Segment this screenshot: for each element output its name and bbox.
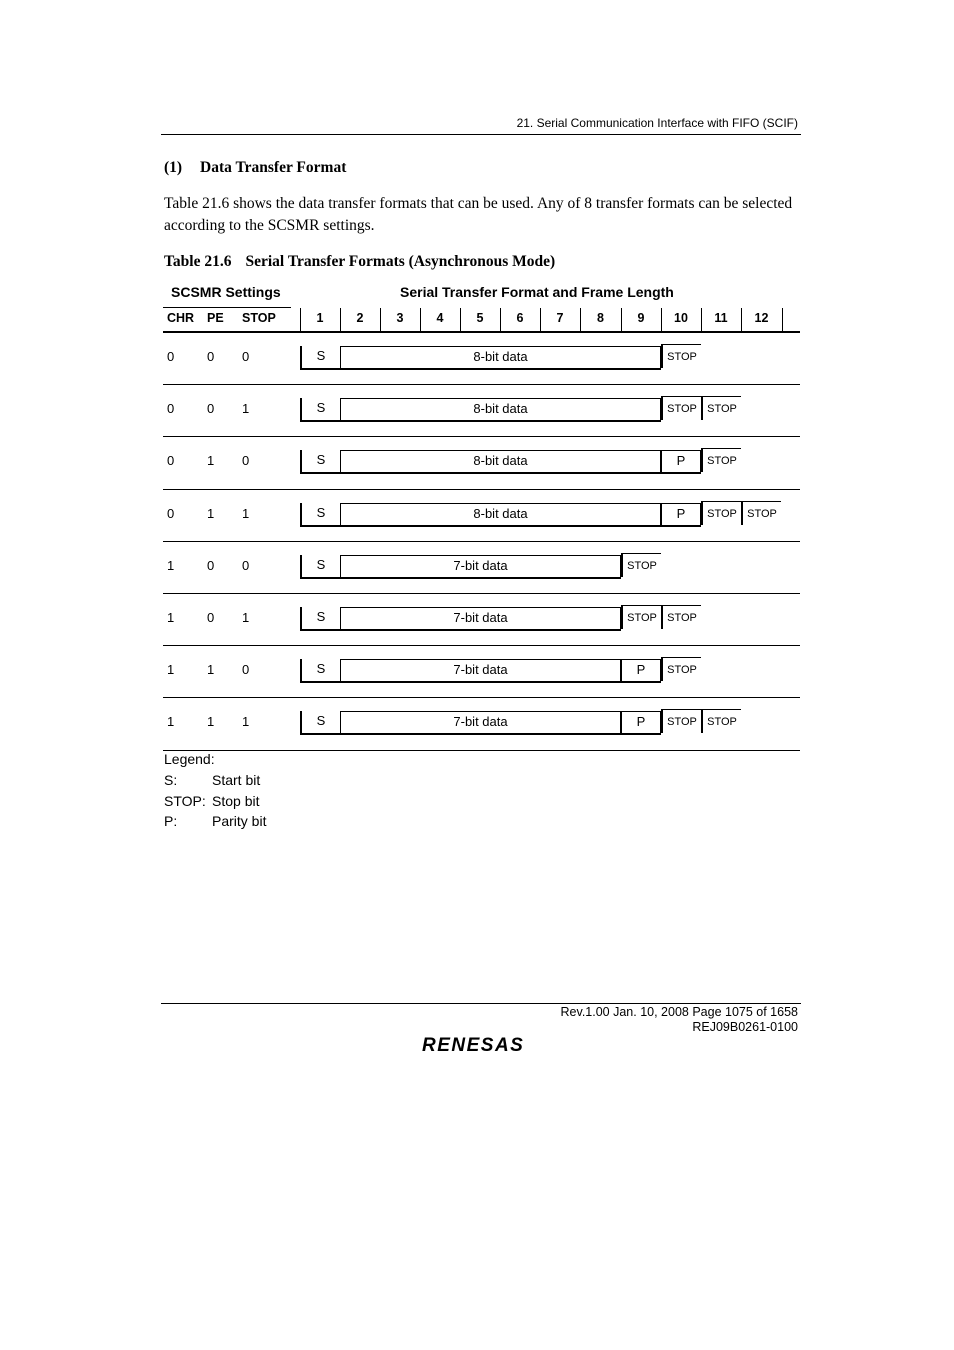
row-chr-value: 0 <box>167 349 175 364</box>
parity-bit-box: P <box>621 659 661 683</box>
legend-key: P: <box>164 813 178 829</box>
row-separator <box>163 436 800 437</box>
settings-col-header: STOP <box>242 311 276 325</box>
header-col-separator <box>782 308 783 331</box>
row-pe-value: 1 <box>207 453 215 469</box>
row-separator <box>163 384 800 385</box>
legend-key: S: <box>164 772 178 788</box>
row-chr-value: 1 <box>167 610 175 625</box>
parity-bit-box: P <box>661 450 701 474</box>
bit-col-header: 7 <box>556 311 564 325</box>
header-rule <box>161 134 801 135</box>
legend-item <box>164 772 260 788</box>
footer-revision: Rev.1.00 Jan. 10, 2008 Page 1075 of 1658 <box>560 1005 798 1019</box>
start-bit-box: S <box>300 555 340 579</box>
settings-col-header: CHR <box>167 311 195 325</box>
header-col-separator <box>661 308 662 331</box>
row-stop-value: 1 <box>242 505 250 521</box>
bit-col-header: 4 <box>436 311 444 325</box>
row-stop-value: 1 <box>242 714 250 730</box>
bit-col-header: 5 <box>476 311 484 325</box>
row-pe-value: 1 <box>207 505 215 521</box>
row-pe-value: 1 <box>207 714 215 730</box>
start-bit-box: S <box>300 711 340 735</box>
stop-bit-box: STOP <box>701 396 741 420</box>
header-col-separator <box>460 308 461 331</box>
row-pe-value: 0 <box>207 349 215 364</box>
data-bits-box: 7-bit data <box>340 555 621 579</box>
header-col-separator <box>580 308 581 331</box>
stop-bit-box: STOP <box>661 396 701 420</box>
legend-value: Stop bit <box>212 792 260 809</box>
header-col-separator <box>300 308 301 331</box>
table-title: Serial Transfer Formats (Asynchronous Mode) <box>245 253 556 270</box>
row-separator <box>163 645 800 646</box>
body-paragraph: Table 21.6 shows the data transfer formats that can be used. Any of 8 transfer formats can be selected according to the SCSMR settings. <box>164 195 793 234</box>
row-stop-value: 0 <box>242 453 250 469</box>
row-separator <box>163 750 800 751</box>
header-col-separator <box>701 308 702 331</box>
footer-doc-id: REJ09B0261-0100 <box>692 1020 798 1034</box>
bit-col-header: 6 <box>516 311 524 325</box>
row-stop-value: 0 <box>242 662 250 678</box>
section-title: Data Transfer Format <box>200 159 347 176</box>
data-bits-box: 8-bit data <box>340 346 661 370</box>
section-number: (1) <box>164 159 183 176</box>
header-col-separator <box>741 308 742 331</box>
stop-bit-box: STOP <box>621 605 661 629</box>
data-bits-box: 8-bit data <box>340 450 661 474</box>
parity-bit-box: P <box>621 711 661 735</box>
stop-bit-box: STOP <box>701 709 741 733</box>
row-separator <box>163 489 800 490</box>
bit-col-header: 9 <box>637 311 645 325</box>
stop-bit-box: STOP <box>701 501 741 525</box>
footer-rule <box>161 1003 801 1004</box>
bit-col-header: 2 <box>356 311 364 325</box>
bit-col-header: 3 <box>396 311 404 325</box>
bit-col-header: 1 <box>316 311 324 325</box>
stop-bit-box: STOP <box>661 344 701 368</box>
start-bit-box: S <box>300 398 340 422</box>
section-heading <box>164 159 346 177</box>
data-bits-box: 8-bit data <box>340 503 661 527</box>
legend-value: Start bit <box>212 772 261 788</box>
row-chr-value: 0 <box>167 453 175 469</box>
row-pe-value: 1 <box>207 662 215 678</box>
header-col-separator <box>380 308 381 331</box>
row-chr-value: 0 <box>167 505 175 521</box>
legend-item <box>164 793 259 809</box>
table-label: Table 21.6 <box>164 253 232 270</box>
legend-title: Legend: <box>164 751 215 767</box>
row-chr-value: 1 <box>167 714 175 730</box>
row-chr-value: 1 <box>167 662 175 678</box>
bit-col-header: 8 <box>597 311 604 325</box>
renesas-logo <box>420 1033 542 1055</box>
bit-col-header: 12 <box>754 311 769 325</box>
row-stop-value: 0 <box>242 557 250 573</box>
settings-group-header: SCSMR Settings <box>171 284 281 300</box>
row-pe-value: 0 <box>207 401 215 417</box>
renesas-logo-text: RENESAS <box>422 1035 525 1055</box>
legend-value: Parity bit <box>212 813 267 829</box>
start-bit-box: S <box>300 503 340 527</box>
stop-bit-box: STOP <box>661 657 701 681</box>
row-pe-value: 0 <box>207 610 215 625</box>
settings-header-rule <box>163 307 291 308</box>
row-pe-value: 0 <box>207 557 215 573</box>
row-stop-value: 1 <box>242 610 250 625</box>
header-col-separator <box>500 308 501 331</box>
header-col-separator <box>340 308 341 331</box>
table-caption <box>164 253 555 271</box>
row-separator <box>163 697 800 698</box>
start-bit-box: S <box>300 659 340 683</box>
row-stop-value: 1 <box>242 401 250 417</box>
data-bits-box: 7-bit data <box>340 659 621 683</box>
stop-bit-box: STOP <box>741 501 781 525</box>
settings-col-header: PE <box>207 311 224 325</box>
start-bit-box: S <box>300 450 340 474</box>
header-col-separator <box>621 308 622 331</box>
data-bits-box: 8-bit data <box>340 398 661 422</box>
row-chr-value: 1 <box>167 557 175 573</box>
header-col-separator <box>420 308 421 331</box>
start-bit-box: S <box>300 346 340 370</box>
start-bit-box: S <box>300 607 340 631</box>
stop-bit-box: STOP <box>661 605 701 629</box>
format-group-header: Serial Transfer Format and Frame Length <box>400 284 674 300</box>
bit-col-header: 11 <box>714 311 728 325</box>
running-header: 21. Serial Communication Interface with FIFO (SCIF) <box>516 116 798 130</box>
header-bottom-rule <box>163 331 800 333</box>
parity-bit-box: P <box>661 503 701 527</box>
legend-item <box>164 813 266 829</box>
header-col-separator <box>540 308 541 331</box>
row-separator <box>163 593 800 594</box>
row-separator <box>163 541 800 542</box>
row-stop-value: 0 <box>242 349 250 364</box>
legend-key: STOP: <box>164 792 206 809</box>
stop-bit-box: STOP <box>661 709 701 733</box>
row-chr-value: 0 <box>167 401 175 417</box>
bit-col-header: 10 <box>674 311 688 325</box>
stop-bit-box: STOP <box>701 448 741 472</box>
stop-bit-box: STOP <box>621 553 661 577</box>
data-bits-box: 7-bit data <box>340 711 621 735</box>
data-bits-box: 7-bit data <box>340 607 621 631</box>
